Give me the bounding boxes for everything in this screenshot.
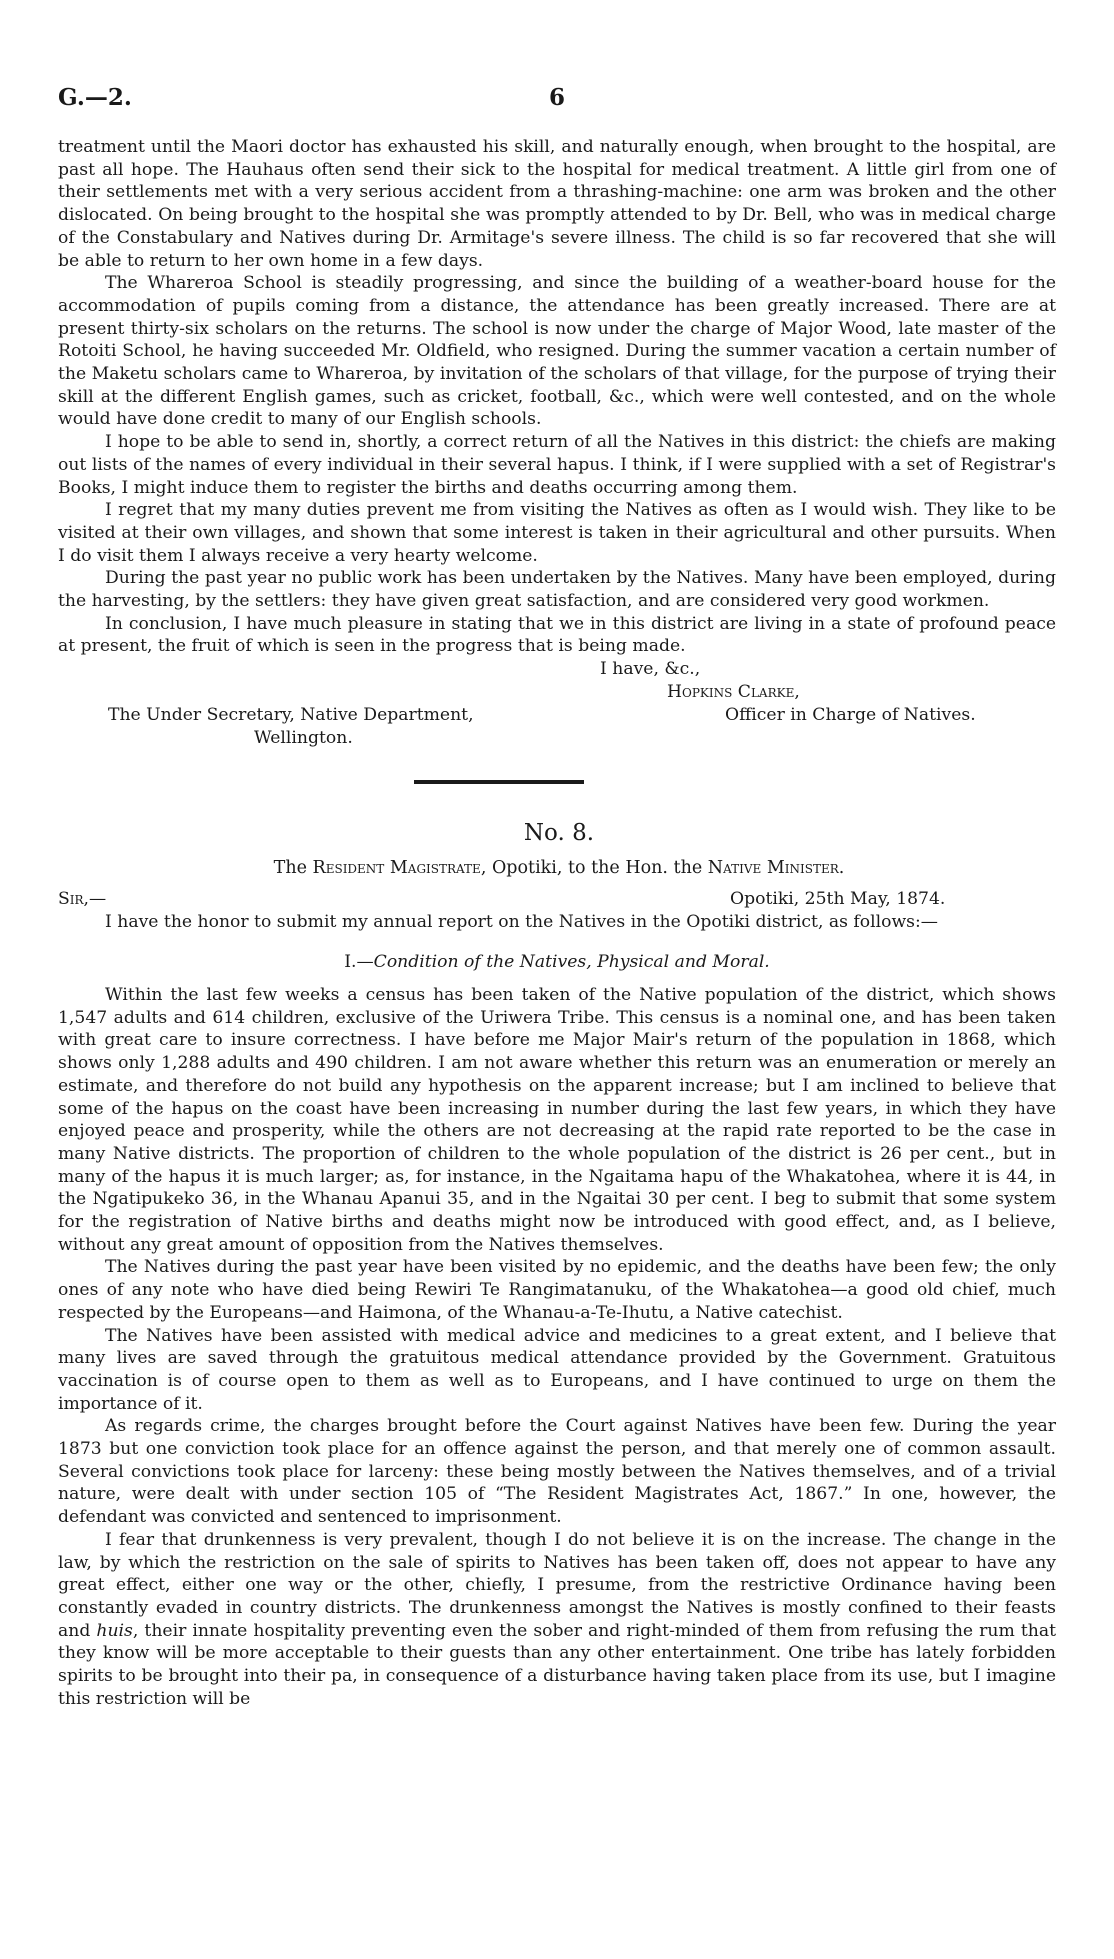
- salutation-line: [58, 888, 1056, 911]
- paragraph: In conclusion, I have much pleasure in stating that we in this district are living in a state of profound peace at present, the fruit of which is seen in the progress that is being made.: [58, 613, 1056, 657]
- signatory-office: Officer in Charge of Natives.: [725, 705, 976, 726]
- paragraph: The Natives have been assisted with medical advice and medicines to a great extent, and I believe that many lives are saved through the gratuitous medical attendance provided by the Government. Gratuitous vaccination is of course open to them as well as to Europeans, and I have continued to urge on them the importance of it.: [58, 1325, 1056, 1414]
- document-body: [58, 136, 1056, 1710]
- closing: I have, &c.,: [600, 659, 701, 680]
- letter-title: The Resident Magistrate, Opotiki, to the Hon. the Native Minister.: [273, 857, 845, 878]
- addressee: The Under Secretary, Native Department,: [108, 705, 474, 726]
- opening-paragraph: I have the honor to submit my annual report on the Natives in the Opotiki district, as follows:—: [105, 911, 938, 932]
- paragraph: treatment until the Maori doctor has exhausted his skill, and naturally enough, when brought to the hospital, are past all hope. The Hauhaus often send their sick to the hospital for medical treatment. A little girl from one of their settlements met with a very serious accident from a thrashing-machine: one arm was broken and the other dislocated. On being brought to the hospital she was promptly attended to by Dr. Bell, who was in medical charge of the Constabulary and Natives during Dr. Armitage's severe illness. The child is so far recovered that she will be able to return to her own home in a few days.: [58, 137, 1056, 271]
- salutation: Sir,—: [58, 888, 107, 909]
- section-heading: I.—Condition of the Natives, Physical and Moral.: [344, 952, 770, 973]
- paragraph: I regret that my many duties prevent me from visiting the Natives as often as I would wish. They like to be visited at their own villages, and shown that some interest is taken in their agricultural and other pursuits. When I do visit them I always receive a very hearty welcome.: [58, 500, 1056, 566]
- section-divider: [414, 780, 584, 784]
- paragraph: The Natives during the past year have been visited by no epidemic, and the deaths have been few; the only ones of any note who have died being Rewiri Te Rangimatanuku, of the Whakatohea—a good old chief, much respected by the Europeans—and Haimona, of the Whanau-a-Te-Ihutu, a Native catechist.: [58, 1257, 1056, 1323]
- paragraph: During the past year no public work has been undertaken by the Natives. Many have been employed, during the harvesting, by the settlers: they have given great satisfaction, and are considered very good workmen.: [58, 568, 1056, 612]
- letter-number: No. 8.: [523, 820, 595, 847]
- signatory-name: Hopkins Clarke,: [667, 682, 800, 703]
- document-reference: G.—2.: [58, 84, 132, 111]
- page-number: 6: [548, 84, 565, 111]
- paragraph: The Whareroa School is steadily progressing, and since the building of a weather-board house for the accommodation of pupils coming from a distance, the attendance has been greatly increased. There are at present thirty-six scholars on the returns. The school is now under the charge of Major Wood, late master of the Rotoiti School, he having succeeded Mr. Oldfield, who resigned. During the summer vacation a certain number of the Maketu scholars came to Whareroa, by invitation of the scholars of that village, for the purpose of trying their skill at the different English games, such as cricket, football, &c., which were well contested, and on the whole would have done credit to many of our English schools.: [58, 273, 1056, 430]
- signature-block: [58, 658, 1056, 750]
- page-header: [58, 84, 1056, 114]
- paragraph: I hope to be able to send in, shortly, a correct return of all the Natives in this district: the chiefs are making out lists of the names of every individual in their several hapus. I think, if I were supplied with a set of Registrar's Books, I might induce them to register the births and deaths occurring among them.: [58, 432, 1056, 498]
- paragraph: Within the last few weeks a census has been taken of the Native population of the district, which shows 1,547 adults and 614 children, exclusive of the Uriwera Tribe. This census is a nominal one, and has been taken with great care to insure correctness. I have before me Major Mair's return of the population in 1868, which shows only 1,288 adults and 490 children. I am not aware whether this return was an enumeration or merely an estimate, and therefore do not build any hypothesis on the apparent increase; but I am inclined to believe that some of the hapus on the coast have been increasing in number during the last few years, in which they have enjoyed peace and prosperity, while the others are not decreasing at the rapid rate reported to be the case in many Native districts. The proportion of children to the whole population of the district is 26 per cent., but in many of the hapus it is much larger; as, for instance, in the Ngaitama hapu of the Whakatohea, where it is 44, in the Ngatipukeko 36, in the Whanau Apanui 35, and in the Ngaitai 30 per cent. I beg to submit that some system for the registration of Native births and deaths might now be introduced with good effect, and, as I believe, without any great amount of opposition from the Natives themselves.: [58, 984, 1056, 1255]
- addressee-city: Wellington.: [254, 728, 353, 749]
- letter-date: Opotiki, 25th May, 1874.: [730, 888, 946, 909]
- paragraph: I fear that drunkenness is very prevalent, though I do not believe it is on the increase. The change in the law, by which the restriction on the sale of spirits to Natives has been taken off, does not appear to have any great effect, either one way or the other, chiefly, I presume, from the restrictive Ordinance having been constantly evaded in country districts. The drunkenness amongst the Natives is mostly confined to their feasts and huis, their innate hospitality preventing even the sober and right-minded of them from refusing the rum that they know will be more acceptable to their guests than any other entertainment. One tribe has lately forbidden spirits to be brought into their pa, in consequence of a disturbance having taken place from its use, but I imagine this restriction will be: [58, 1529, 1056, 1709]
- paragraph: As regards crime, the charges brought before the Court against Natives have been few. During the year 1873 but one conviction took place for an offence against the person, and that merely one of common assault. Several convictions took place for larceny: these being mostly between the Natives themselves, and of a trivial nature, were dealt with under section 105 of “The Resident Magistrates Act, 1867.” In one, however, the defendant was convicted and sentenced to imprisonment.: [58, 1416, 1056, 1528]
